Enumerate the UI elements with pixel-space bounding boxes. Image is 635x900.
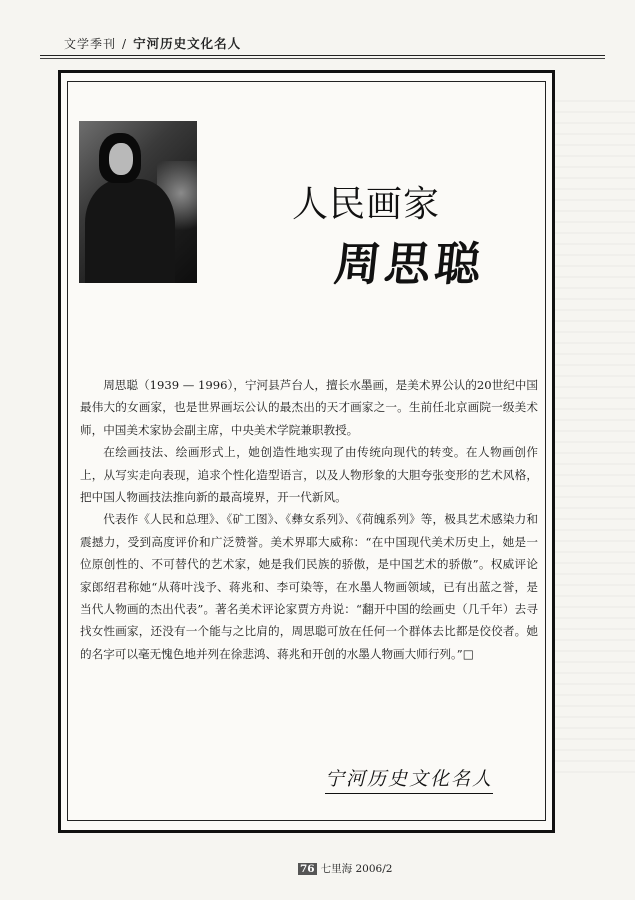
- title-line-2: 周思聪: [331, 237, 488, 291]
- page-footer: [298, 861, 392, 876]
- footer-issue: 2006/2: [355, 863, 393, 875]
- header-rule: [40, 55, 605, 56]
- page-texture: [555, 100, 635, 780]
- running-header: [64, 34, 241, 52]
- header-rule-secondary: [40, 58, 605, 59]
- photo-figure-body: [85, 179, 175, 283]
- signature-caption: 宁河历史文化名人: [325, 764, 493, 794]
- article-body: [80, 374, 538, 665]
- journal-name: 文学季刊: [64, 37, 117, 51]
- article-paragraph: 周思聪（1939 — 1996），宁河县芦台人，擅长水墨画，是美术界公认的20世纪中国最伟大的女画家，也是世界画坛公认的最杰出的天才画家之一。生前任北京画院一级美术师，中国美术家协会副主席，中央美术学院兼职教授。: [80, 378, 538, 437]
- page-number: 76: [300, 863, 315, 875]
- title-line-1: 人民画家: [292, 184, 441, 225]
- footer-journal: 七里海: [320, 863, 353, 875]
- article-paragraph: 代表作《人民和总理》、《矿工图》、《彝女系列》、《荷魄系列》等，极具艺术感染力和震撼力，受到高度评价和广泛赞誉。美术界耶大威称：“在中国现代美术历史上，她是一位原创性的、不可替代的艺术家，她是我们民族的骄傲，是中国艺术的骄傲”。权威评论家郎绍君称她“从蒋叶浅予、蒋兆和、李可染等，在水墨人物画领域，已有出蓝之誉，是当代人物画的杰出代表”。著名美术评论家贾方舟说：“翻开中国的绘画史（几千年）去寻找女性画家，还没有一个能与之比肩的，周思聪可放在任何一个群体去比都是佼佼者。她的名字可以毫无愧色地并列在徐悲鸿、蒋兆和开创的水墨人物画大师行列。”□: [80, 512, 538, 661]
- section-name: 宁河历史文化名人: [133, 36, 242, 51]
- article-paragraph: 在绘画技法、绘画形式上，她创造性地实现了由传统向现代的转变。在人物画创作上，从写实走向表现，追求个性化造型语言，以及人物形象的大胆夸张变形的艺术风格，把中国人物画技法推向新的最高境界，开一代新风。: [80, 445, 538, 505]
- photo-figure-face: [109, 143, 133, 175]
- header-separator: /: [122, 37, 128, 51]
- portrait-photo: [79, 121, 197, 283]
